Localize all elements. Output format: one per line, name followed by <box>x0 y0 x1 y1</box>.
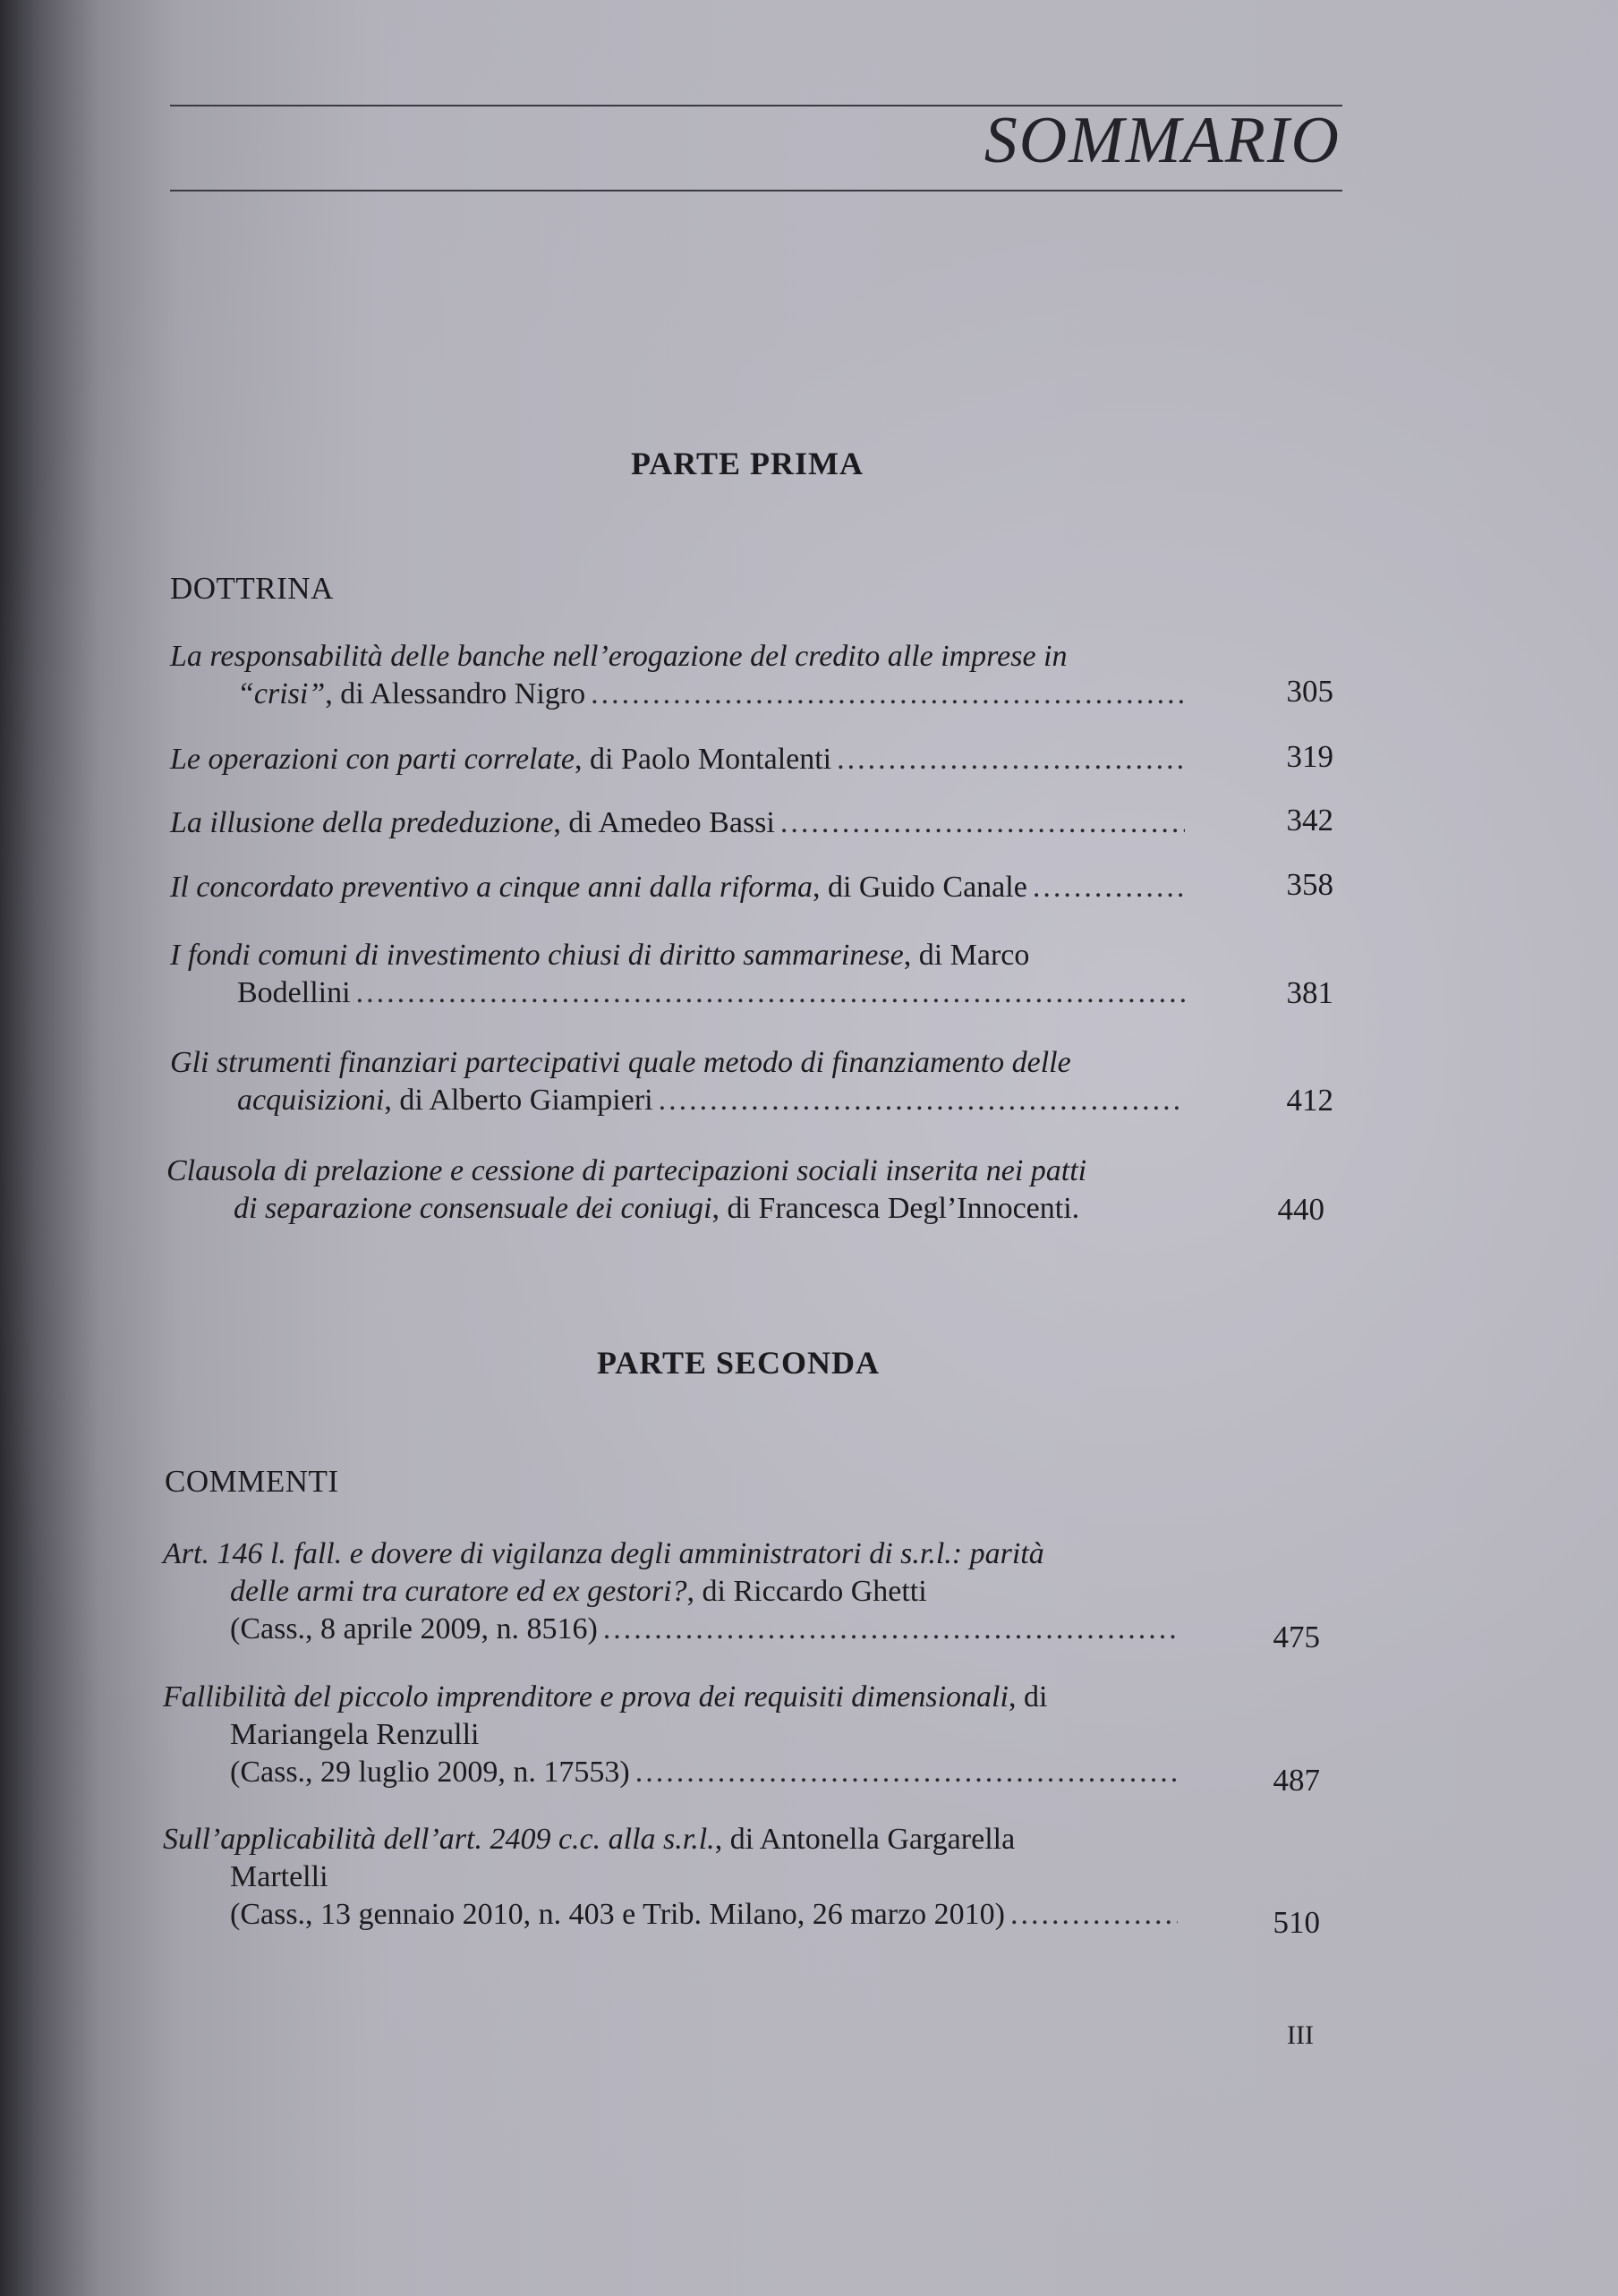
toc-page-number: 358 <box>1286 867 1333 902</box>
toc-entry: Art. 146 l. fall. e dovere di vigilanza degli amministratori di s.r.l.: parità delle armi tra curatore ed ex gestori?, di Riccardo Ghetti (Cass., 8 aprile 2009, n. 8516) ..... <box>163 1535 1183 1648</box>
toc-entry: Clausola di prelazione e cessione di partecipazioni sociali inserita nei patti di separazione consensuale dei coniugi, di Francesca Degl’Innocenti. <box>166 1154 1087 1225</box>
toc-entry: I fondi comuni di investimento chiusi di diritto sammarinese, di Marco Bodellini ..... <box>170 937 1190 1012</box>
toc-page-number: 475 <box>1273 1620 1320 1654</box>
toc-page-number: 342 <box>1286 803 1333 838</box>
toc-page-number: 510 <box>1273 1905 1320 1940</box>
toc-page-number: 305 <box>1286 674 1333 709</box>
toc-page-number: 487 <box>1273 1763 1320 1798</box>
toc-page-number: 319 <box>1286 739 1333 774</box>
toc-entry: Sull’applicabilità dell’art. 2409 c.c. alla s.r.l., di Antonella Gargarella Martelli (Cass., 13 gennaio 2010, n. 403 e Trib. Milano, 26 marzo 2010) ..... <box>163 1821 1183 1934</box>
part-heading: PARTE PRIMA <box>630 446 864 481</box>
toc-entry: Gli strumenti finanziari partecipativi quale metodo di finanziamento delle acquisizioni, di Alberto Giampieri ..... <box>170 1044 1190 1119</box>
toc-page-number: 412 <box>1286 1083 1333 1118</box>
toc-entry: Fallibilità del piccolo imprenditore e prova dei requisiti dimensionali, di Mariangela Renzulli (Cass., 29 luglio 2009, n. 17553) ..... <box>163 1679 1183 1791</box>
toc-page-number: 381 <box>1286 975 1333 1010</box>
header-rule-bottom <box>170 190 1342 191</box>
toc-entry: Il concordato preventivo a cinque anni dalla riforma, di Guido Canale ..... <box>170 869 1190 906</box>
toc-entry: La illusione della prededuzione, di Amedeo Bassi ..... <box>170 804 1190 842</box>
section-heading: DOTTRINA <box>170 571 334 606</box>
toc-entry: La responsabilità delle banche nell’erogazione del credito alle imprese in “crisi”, di Alessandro Nigro ..... <box>170 638 1190 713</box>
section-heading: COMMENTI <box>165 1464 339 1499</box>
part-heading: PARTE SECONDA <box>596 1345 881 1381</box>
page-title: SOMMARIO <box>984 104 1341 177</box>
folio-number: III <box>1287 2020 1314 2050</box>
toc-page-number: 440 <box>1277 1192 1324 1227</box>
toc-entry: Le operazioni con parti correlate, di Paolo Montalenti ..... <box>170 741 1190 778</box>
